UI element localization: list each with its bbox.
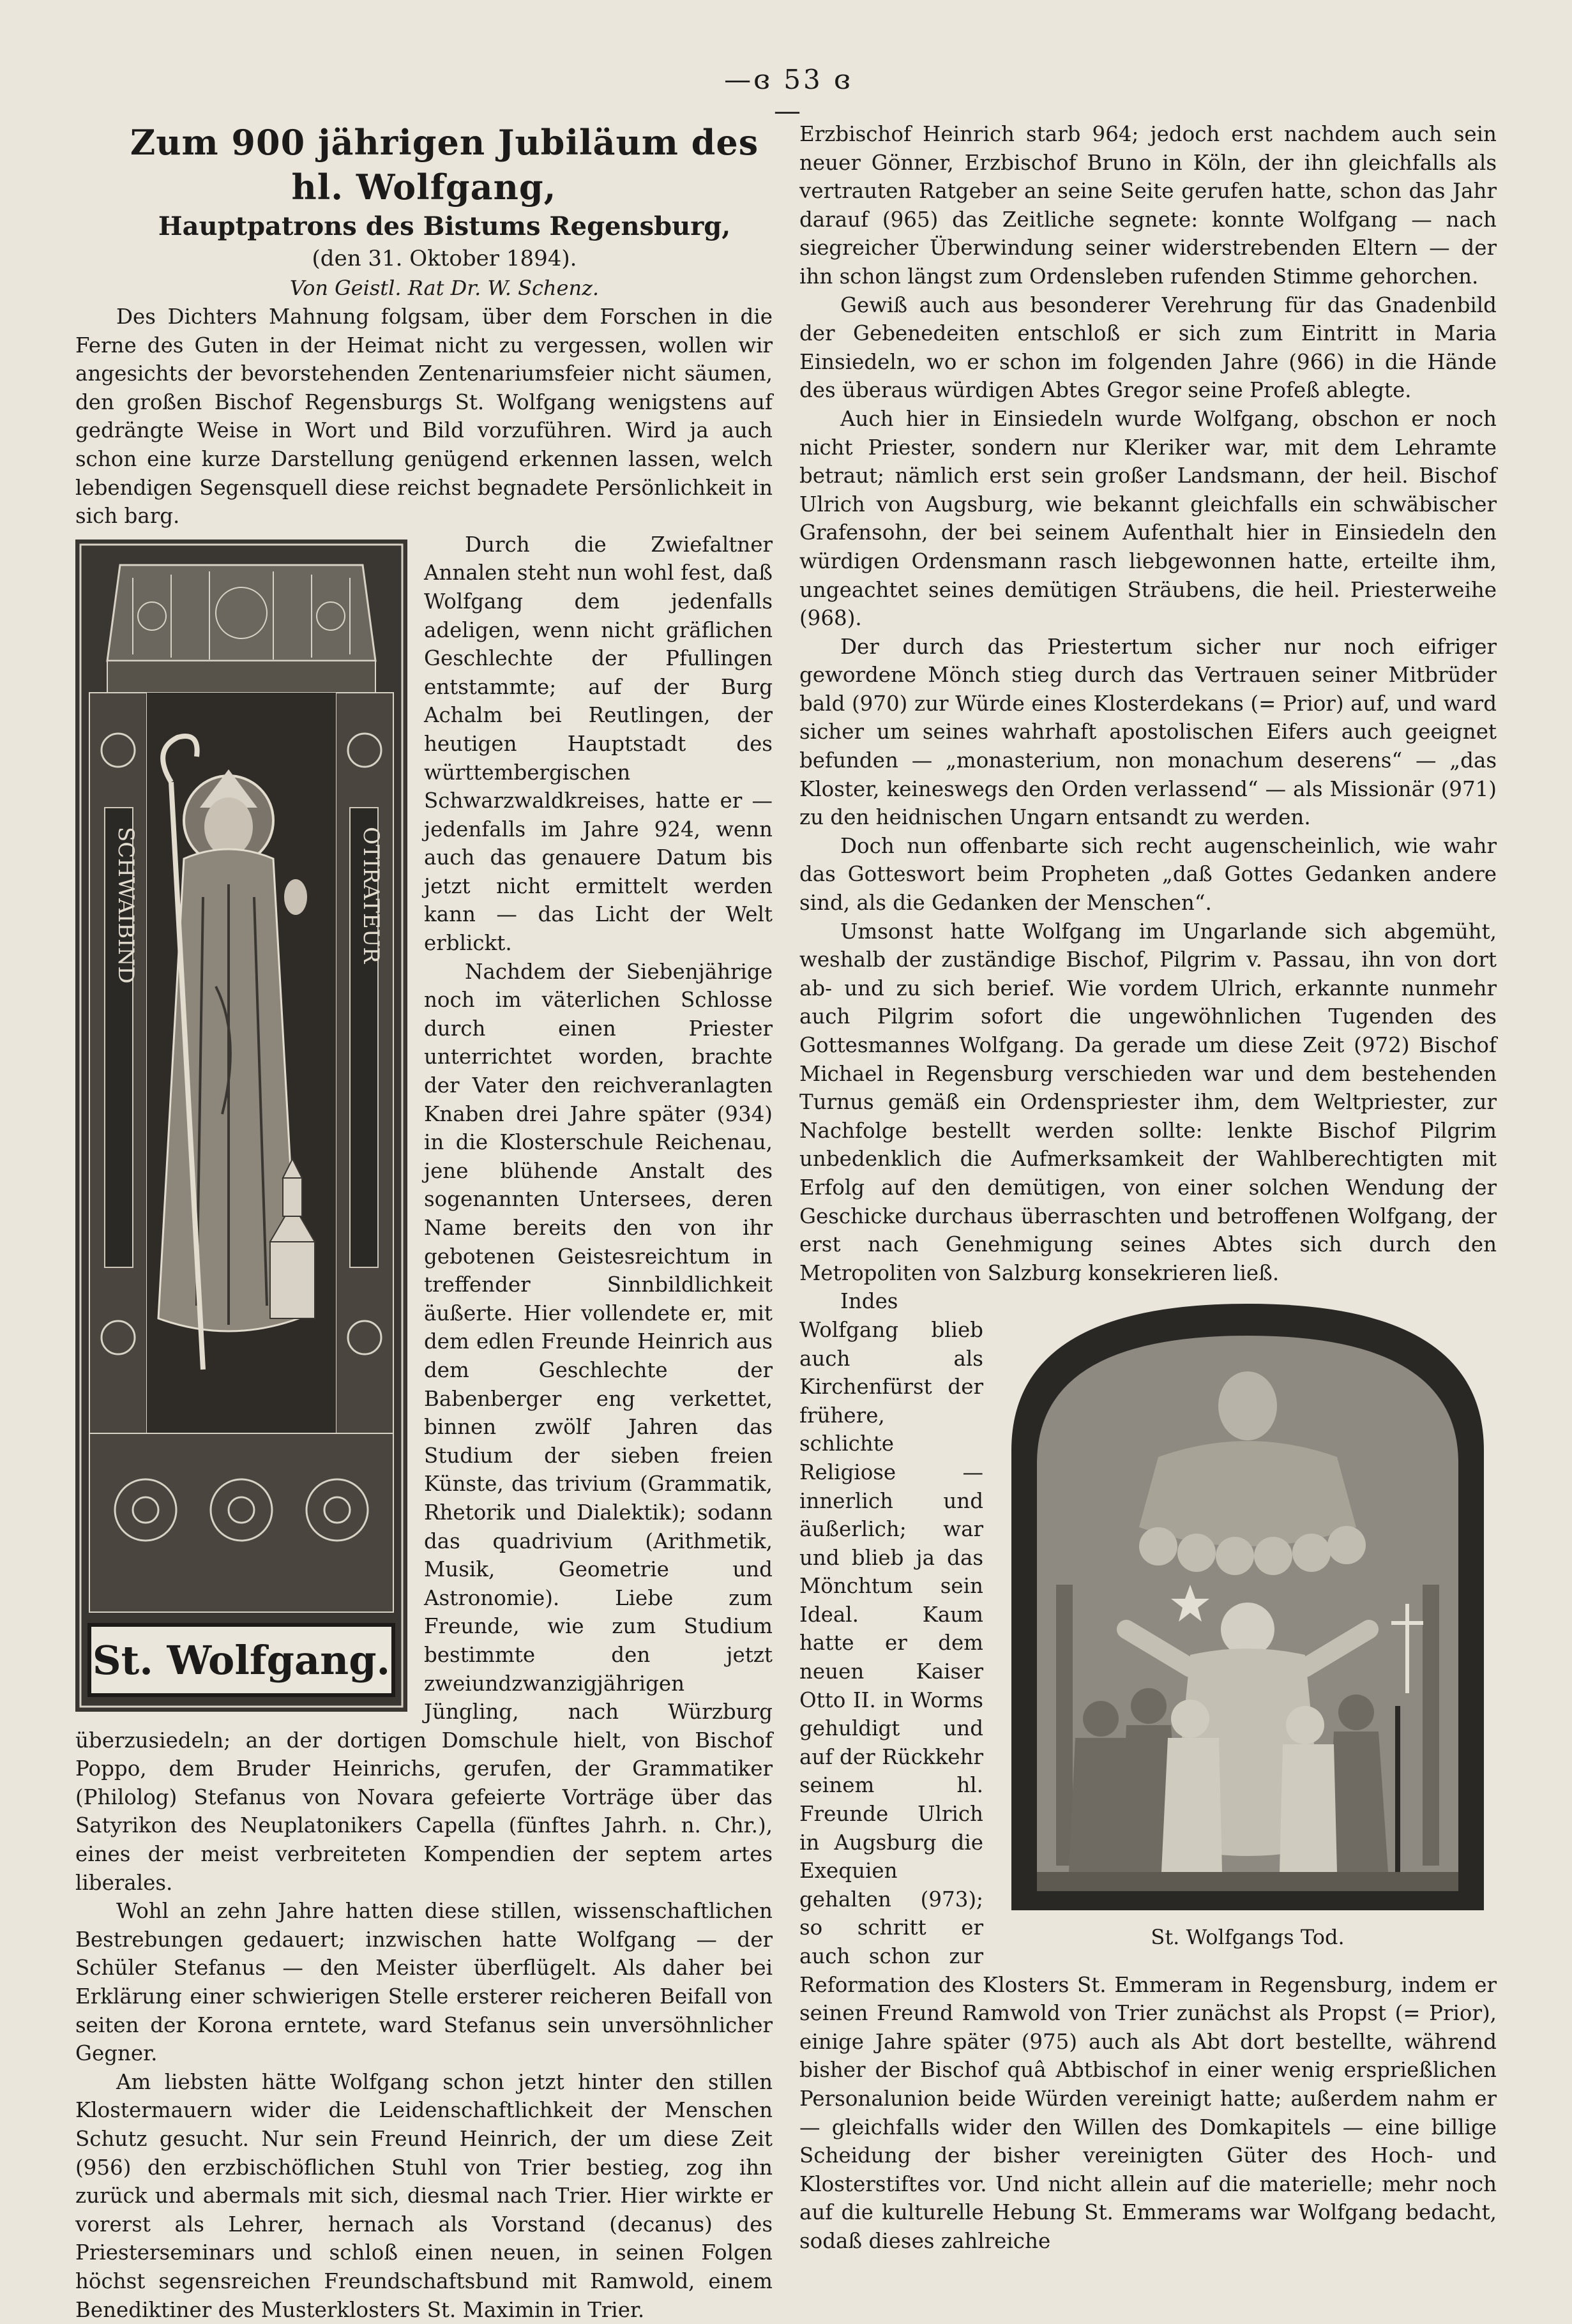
figure-caption: St. Wolfgangs Tod.	[1151, 1924, 1345, 1949]
st-wolfgang-illustration	[75, 540, 407, 1712]
left-column	[75, 120, 773, 2324]
page-number: —ɞ 53 ɞ—	[724, 64, 853, 126]
right-band-text: OTIRATEUR	[358, 826, 384, 963]
paragraph: Gewiß auch aus besonderer Verehrung für das Gnadenbild der Gebenedeiten entschloß er sich zum Eintritt in Maria Einsiedeln, wo er schon im folgenden Jahre (966) in die Hände des überaus würdigen Abtes Gregor seine Profeß ablegte.	[799, 292, 1497, 403]
paragraph: Des Dichters Mahnung folgsam, über dem Forschen in die Ferne des Guten in der Heimat nicht zu vergessen, wollen wir angesichts der bevorstehenden Zentenariumsfeier nicht säumen, den großen Bischof Regensburgs St. Wolfgang wenigstens auf gedrängte Weise in Wort und Bild vorzuführen. Wird ja auch schon eine kurze Darstellung genügend erkennen lassen, welch lebendigen Segensquell diese reichst begnadete Persönlichkeit in sich barg.	[75, 305, 773, 529]
death-of-st-wolfgang-illustration	[999, 1297, 1497, 1949]
right-column	[799, 120, 1497, 2256]
article-date: (den 31. Oktober 1894).	[312, 246, 577, 271]
article-title: Zum 900 jährigen Jubiläum des hl. Wolfgang,	[130, 122, 759, 207]
paragraph: Nachdem der Siebenjährige noch im väterlichen Schlosse durch einen Priester unterrichtet worden, brachte der Vater den reichveranlagten Knaben drei Jahre später (934) in die Klosterschule Reichenau, jene blühende Anstalt des sogenannten Untersees, deren Name bereits den von ihr gebotenen Geistesreichtum in treffender Sinnbildlichkeit äußerte. Hier vollendete er, mit dem edlen Freunde Heinrich aus dem Geschlechte der Babenberger eng verkettet, binnen zwölf Jahren das Studium der sieben freien Künste, das trivium (Grammatik, Rhetorik und Dialektik); sodann das quadrivium (Arithmetik, Musik, Geometrie und Astronomie). Liebe zum Freunde, wie zum Studium bestimmte den jetzt zweiundzwanzigjährigen Jüngling, nach Würzburg überzusiedeln; an der dortigen Domschule hielt, von Bischof Poppo, dem Bruder Heinrichs, gerufen, der Grammatiker (Philolog) Stefanus von Novara gefeierte Vorträge über das Satyrikon des Neuplatonikers Capella (fünftes Jahrh. n. Chr.), eines der meist verbreiteten Kompendien der septem artes liberales.	[75, 959, 773, 1895]
paragraph: Am liebsten hätte Wolfgang schon jetzt hinter den stillen Klostermauern wider die Leidenschaftlichkeit der Menschen Schutz gesucht. Nur sein Freund Heinrich, der um diese Zeit (956) den erzbischöflichen Stuhl von Trier bestieg, zog ihn zurück und abermals mit sich, diesmal nach Trier. Hier wirkte er vorerst als Lehrer, hernach als Vorstand (decanus) des Priesterseminars und schloß einen neuen, in seinen Folgen höchst segensreichen Freundschaftsbund mit Ramwold, einem Benediktiner des Musterklosters St. Maximin in Trier.	[75, 2069, 773, 2322]
paragraph: Der durch das Priestertum sicher nur noch eifriger gewordene Mönch stieg durch das Vertrauen seiner Mitbrüder bald (970) zur Würde eines Klosterdekans (= Prior) auf, und ward sicher um seines wahrhaft apostolischen Eifers auch geeignet befunden — „monasterium, non monachum deserens“ — „das Kloster, keineswegs den Orden verlassend“ — als Missionär (971) zu den heidnischen Ungarn entsandt zu werden.	[799, 634, 1497, 830]
article-author: Von Geistl. Rat Dr. W. Schenz.	[289, 276, 600, 300]
paragraph: Umsonst hatte Wolfgang im Ungarlande sich abgemüht, weshalb der zuständige Bischof, Pilgrim v. Passau, ihn von dort ab- und zu sich berief. Wie vordem Ulrich, erkannte nunmehr auch Pilgrim sofort die ungewöhnlichen Tugenden des Gottesmannes Wolfgang. Da gerade um diese Zeit (972) Bischof Michael in Regensburg verschieden war und dem bestehenden Turnus gemäß ein Ordenspriester ihm, dem Weltpriester, zur Nachfolge bestellt werden sollte: lenkte Bischof Pilgrim unbedenklich die Aufmerksamkeit der Wahlberechtigten mit Erfolg auf den demütigen, von einer solchen Wendung der Geschicke durchaus überraschten und betroffenen Wolfgang, der erst nach Genehmigung seines Abtes sich durch den Metropoliten von Salzburg konsekrieren ließ.	[799, 919, 1497, 1285]
left-band-text: SCHWAIBIND	[113, 826, 139, 984]
paragraph: Doch nun offenbarte sich recht augenscheinlich, wie wahr das Gotteswort beim Propheten „daß Gottes Gedanken andere sind, als die Gedanken der Menschen“.	[799, 833, 1497, 916]
paragraph: Auch hier in Einsiedeln wurde Wolfgang, obschon er noch nicht Priester, sondern nur Kleriker war, mit dem Lehramte betraut; nämlich erst sein großer Landsmann, der heil. Bischof Ulrich von Augsburg, wie bekannt gleichfalls ein schwäbischer Grafensohn, der bei seinem Aufenthalt hier in Einsiedeln den würdigen Ordensmann rasch liebgewonnen hatte, erteilte ihm, ungeachtet seines demütigen Sträubens, die heil. Priesterweihe (968).	[799, 406, 1497, 631]
paragraph: Indes Wolfgang blieb auch als Kirchenfürst der frühere, schlichte Religiose — innerlich und äußerlich; war und blieb ja das Mönchtum sein Ideal. Kaum hatte er dem neuen Kaiser Otto II. in Worms gehuldigt und auf der Rückkehr seinem hl. Freunde Ulrich in Augsburg die Exequien gehalten (973); so schritt er auch schon zur Reformation des Klosters St. Emmeram in Regensburg, indem er seinen Freund Ramwold von Trier zunächst als Propst (= Prior), einige Jahre später (975) auch als Abt dort bestellte, während bisher der Bischof quâ Abtbischof in einer wenig ersprießlichen Personalunion beide Würden vereinigt hatte; außerdem nahm er — gleichfalls wider den Willen des Domkapitels — eine billige Scheidung der bisher vereinigten Güter des Hoch- und Klosterstiftes vor. Und nicht allein auf die materielle; mehr noch auf die kulturelle Hebung St. Emmerams war Wolfgang bedacht, sodaß dieses zahlreiche	[799, 1289, 1497, 2253]
paragraph: Wohl an zehn Jahre hatten diese stillen, wissenschaftlichen Bestrebungen gedauert; inzwischen hatte Wolfgang — der Schüler Stefanus — den Meister überflügelt. Als daher bei Erklärung einer schwierigen Stelle ersterer reicheren Beifall von seiten der Korona erntete, ward Stefanus sein unversöhnlicher Gegner.	[75, 1899, 773, 2066]
st-wolfgangs-death-relief	[999, 1297, 1497, 1910]
article-subtitle: Hauptpatrons des Bistums Regensburg,	[158, 211, 731, 241]
st-wolfgang-woodcut	[75, 540, 407, 1712]
figure-banner: St. Wolfgang.	[92, 1636, 391, 1684]
paragraph: Erzbischof Heinrich starb 964; jedoch erst nachdem auch sein neuer Gönner, Erzbischof Bruno in Köln, der ihn gleichfalls als vertrauten Ratgeber an seine Seite gerufen hatte, schon das Jahr darauf (965) das Zeitliche segnete: konnte Wolfgang — nach siegreicher Überwindung seiner widerstrebenden Eltern — der ihn schon längst zum Ordensleben rufenden Stimme gehorchen.	[799, 122, 1497, 289]
paragraph: Durch die Zwiefaltner Annalen steht nun wohl fest, daß Wolfgang dem jedenfalls adeligen, wenn nicht gräflichen Geschlechte der Pfullingen entstammte; auf der Burg Achalm bei Reutlingen, der heutigen Hauptstadt des württembergischen Schwarzwaldkreises, hatte er — jedenfalls im Jahre 924, wenn auch das genauere Datum bis jetzt nicht ermittelt werden kann — das Licht der Welt erblickt.	[424, 532, 773, 956]
